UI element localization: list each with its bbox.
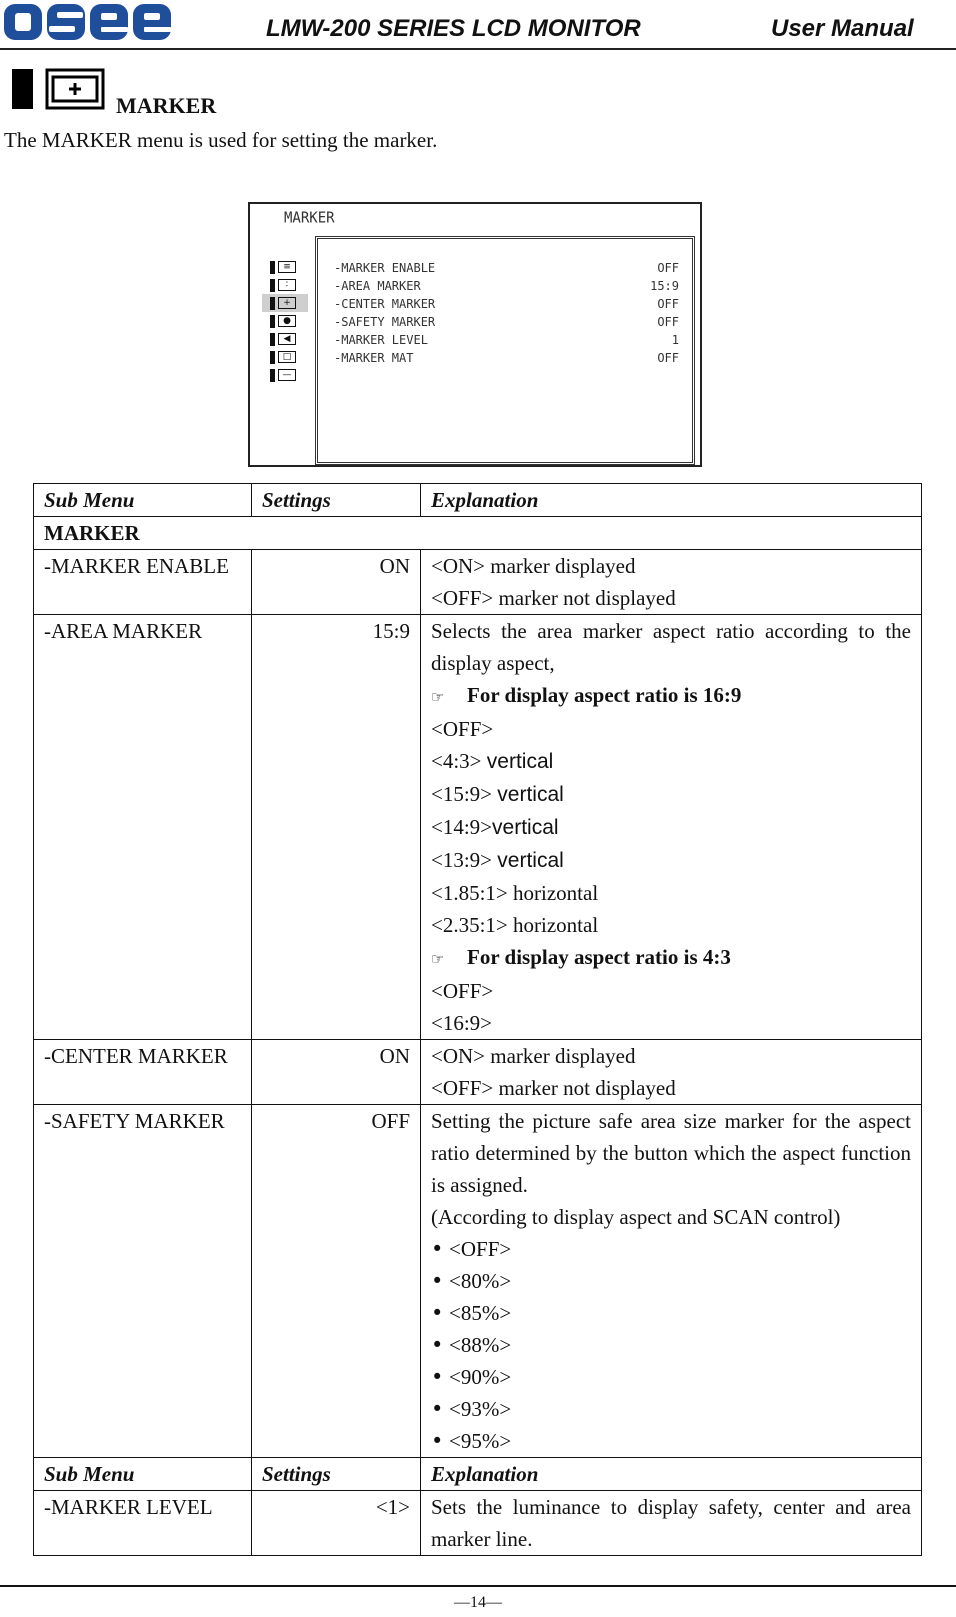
table-row xyxy=(34,1491,922,1556)
header-explanation: Explanation xyxy=(421,484,922,517)
row-name: -SAFETY MARKER xyxy=(34,1105,252,1458)
group-label: MARKER xyxy=(34,517,922,550)
header-settings: Settings xyxy=(252,484,421,517)
osd-dots-icon: ∶ xyxy=(262,276,308,294)
section-marker-bar xyxy=(12,69,33,109)
list-item: • <88%> xyxy=(431,1329,911,1361)
osd-person-icon: ● xyxy=(262,312,308,330)
list-item: • <90%> xyxy=(431,1361,911,1393)
osd-title: MARKER xyxy=(284,209,335,227)
table-header-row xyxy=(34,484,922,517)
header-sub-menu: Sub Menu xyxy=(34,484,252,517)
osee-logo xyxy=(4,2,172,42)
row-name: -MARKER ENABLE xyxy=(34,550,252,615)
header-divider xyxy=(0,48,956,50)
table-group-row xyxy=(34,517,922,550)
row-explanation: Sets the luminance to display safety, center and area marker line. xyxy=(421,1491,922,1556)
row-explanation: Setting the picture safe area size marker for the aspect ratio determined by the button which the aspect function is assigned. (According to display aspect and SCAN control) • <OFF> • <80%> • <85%> • <88%> • <90%> • <93%> • <95%> xyxy=(421,1105,922,1458)
table-header-row-repeat xyxy=(34,1458,922,1491)
row-explanation: Selects the area marker aspect ratio according to the display aspect, ☞ For display aspect ratio is 16:9 <OFF> <4:3> vertical <15:9> vertical <14:9>vertical <13:9> vertical <1.85:1> horizontal <2.35:1> horizontal ☞ For display aspect ratio is 4:3 <OFF> <16:9> xyxy=(421,615,922,1040)
row-setting: ON xyxy=(252,1040,421,1105)
section-title: MARKER xyxy=(116,93,217,118)
list-item: • <95%> xyxy=(431,1425,911,1457)
table-row xyxy=(34,615,922,1040)
marker-icon xyxy=(45,68,105,110)
osd-menu-icon: ≡ xyxy=(262,258,308,276)
row-setting: ON xyxy=(252,550,421,615)
safety-options-list xyxy=(431,1233,911,1457)
list-item: • <OFF> xyxy=(431,1233,911,1265)
header-explanation: Explanation xyxy=(421,1458,922,1491)
pointing-hand-icon: ☞ xyxy=(431,950,445,968)
row-setting: <1> xyxy=(252,1491,421,1556)
list-item: • <85%> xyxy=(431,1297,911,1329)
document-title: LMW-200 SERIES LCD MONITOR xyxy=(266,15,641,42)
list-item: • <80%> xyxy=(431,1265,911,1297)
pointing-hand-icon: ☞ xyxy=(431,688,445,706)
section-intro: The MARKER menu is used for setting the marker. xyxy=(4,128,438,152)
table-row xyxy=(34,1105,922,1458)
row-name: -MARKER LEVEL xyxy=(34,1491,252,1556)
header-sub-menu: Sub Menu xyxy=(34,1458,252,1491)
osd-row-marker-enable: -MARKER ENABLE OFF xyxy=(334,261,679,275)
document-type: User Manual xyxy=(771,15,914,42)
osd-marker-icon: + xyxy=(262,294,308,312)
footer-divider xyxy=(0,1585,956,1587)
row-explanation: <ON> marker displayed <OFF> marker not displayed xyxy=(421,1040,922,1105)
osd-row-area-marker: -AREA MARKER 15:9 xyxy=(334,279,679,293)
osd-audio-icon: ◀ xyxy=(262,330,308,348)
row-setting: OFF xyxy=(252,1105,421,1458)
osd-row-marker-level: -MARKER LEVEL 1 xyxy=(334,333,679,347)
marker-settings-table xyxy=(33,483,922,1556)
osd-toolbox-icon: □ xyxy=(262,348,308,366)
table-row xyxy=(34,550,922,615)
osd-settings-panel xyxy=(315,236,695,465)
osd-row-center-marker: -CENTER MARKER OFF xyxy=(334,297,679,311)
osd-menu-screenshot xyxy=(248,202,702,467)
row-name: -CENTER MARKER xyxy=(34,1040,252,1105)
row-explanation: <ON> marker displayed <OFF> marker not displayed xyxy=(421,550,922,615)
osd-icon-column xyxy=(262,258,308,384)
table-row xyxy=(34,1040,922,1105)
list-item: • <93%> xyxy=(431,1393,911,1425)
osd-minus-icon: — xyxy=(262,366,308,384)
osd-row-marker-mat: -MARKER MAT OFF xyxy=(334,351,679,365)
header-settings: Settings xyxy=(252,1458,421,1491)
osd-row-safety-marker: -SAFETY MARKER OFF xyxy=(334,315,679,329)
row-name: -AREA MARKER xyxy=(34,615,252,1040)
row-setting: 15:9 xyxy=(252,615,421,1040)
page-number: —14— xyxy=(454,1594,502,1611)
